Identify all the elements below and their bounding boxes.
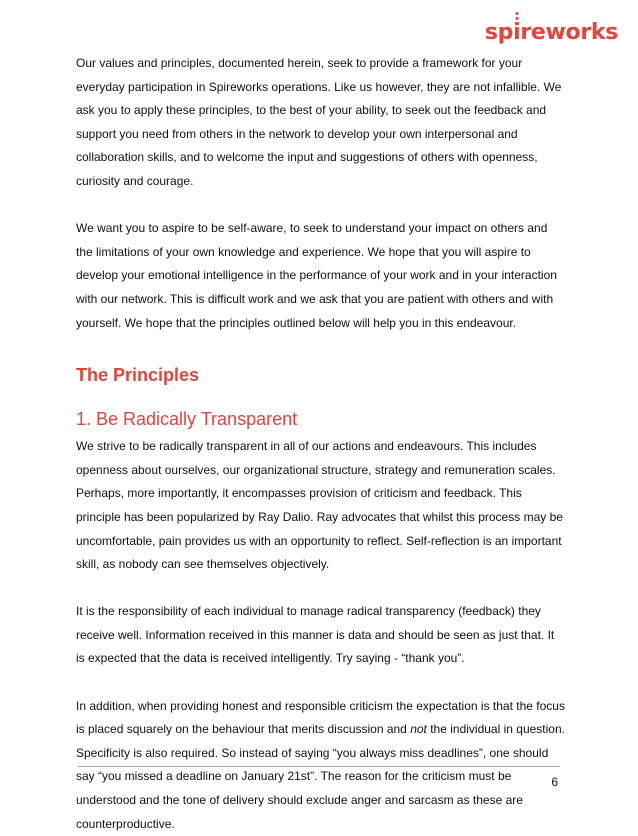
intro-paragraph-1: Our values and principles, documented herein, seek to provide a framework for your everyday participation in Spireworks operations. Like us however, they are not infallible. We ask you to apply these principles, to the best of your ability, to seek out the feedback and support you need from others in the network to develop your own interpersonal and collaboration skills, and to welcome the input and suggestions of others with openness, curiosity and courage. (76, 56, 562, 188)
paragraph-3-text-a: In addition, when providing honest and responsible criticism the expectation is that the focus is placed squarely on the behaviour that merits discussion and (76, 698, 565, 737)
paragraph-3-emphasis: not (410, 722, 427, 737)
logo-text-end: reworks (520, 20, 618, 45)
section-1-paragraph-2: It is the responsibility of each individual to manage radical transparency (feedback) they receive well. Information received in this manner is data and should be seen as just that. It is expected that the data is received intelligently. Try saying - “thank you”. (76, 604, 555, 666)
paragraph-3-text-b: the individual in question. Specificity is also required. So instead of saying “you always miss deadlines”, one should say “you missed a deadline on January 21st”. The reason for the criticism must be understood and the tone of delivery should exclude anger and sarcasm as these are counterproductive. (76, 722, 565, 831)
intro-paragraph-2: We want you to aspire to be self-aware, to seek to understand your impact on others and the limitations of your own knowledge and experience. We hope that you will aspire to develop your emotional intelligence in the performance of your work and in your interaction with our network. This is difficult work and we ask that you are patient with others and with yourself. We hope that the principles outlined below will help you in this endeavour. (76, 221, 557, 330)
section-1-title: 1. Be Radically Transparent (76, 409, 298, 430)
page-number: 6 (551, 775, 558, 789)
principles-heading: The Principles (76, 365, 200, 386)
logo-text-dotted-letter: i (513, 20, 521, 45)
section-1-paragraph-1: We strive to be radically transparent in all of our actions and endeavours. This includes openness about ourselves, our organizational structure, strategy and remuneration scales. Perhaps, more importantly, it encompasses provision of criticism and feedback. This principle has been popularized by Ray Dalio. Ray advocates that whilst this process may be uncomfortable, pain provides us with an opportunity to reflect. Self-reflection is an important skill, as nobody can see themselves objectively. (76, 439, 563, 572)
footer-divider (78, 766, 560, 767)
page-content (76, 52, 566, 836)
logo-text-start: sp (484, 20, 514, 45)
spireworks-logo (485, 20, 618, 45)
